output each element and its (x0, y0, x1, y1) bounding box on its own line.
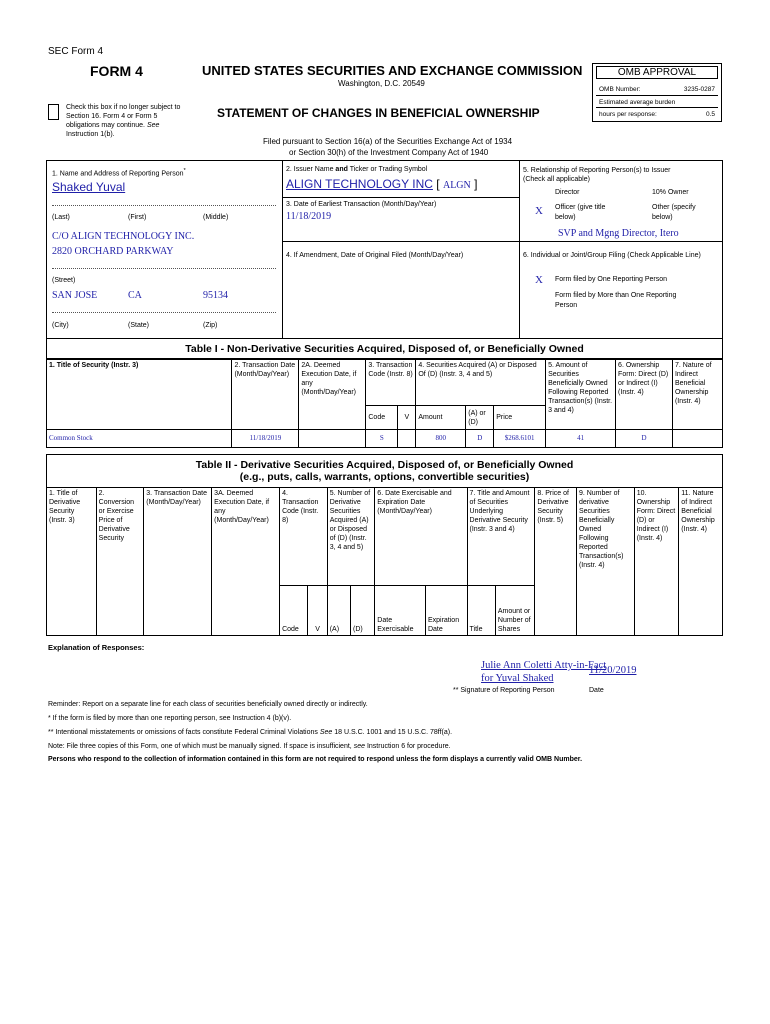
t2-h-number: 5. Number of Derivative Securities Acquired (A) or Disposed of (D) (Instr. 3, 4 and 5) (327, 488, 375, 586)
explanation-label: Explanation of Responses: (48, 643, 145, 652)
table1 (46, 359, 723, 448)
box2-label: 2. Issuer Name and Ticker or Trading Symbol (286, 166, 428, 173)
t1-row-title: Common Stock (47, 430, 232, 448)
table2-subtitle: (e.g., puts, calls, warrants, options, convertible securities) (239, 471, 530, 483)
t1-row-aord: D (466, 430, 494, 448)
table1-title-bar (46, 339, 723, 359)
t2-sub-a: (A) (327, 586, 350, 636)
label-first: (First) (128, 214, 147, 221)
t1-h-title: 1. Title of Security (Instr. 3) (47, 360, 232, 430)
ticker-symbol: ALGN (442, 180, 471, 191)
reminder-text: Reminder: Report on a separate line for each class of securities beneficially owned directly or indirectly. (48, 701, 368, 708)
t1-sub-price: Price (494, 406, 546, 430)
box4-label: 4. If Amendment, Date of Original Filed (Month/Day/Year) (286, 252, 464, 259)
label-city: (City) (52, 322, 69, 329)
signature-label: ** Signature of Reporting Person (453, 687, 555, 694)
filed-pursuant-line-1: Filed pursuant to Section 16(a) of the Securities Exchange Act of 1934 (263, 137, 513, 146)
zip-value: 95134 (203, 290, 228, 301)
statement-title: STATEMENT OF CHANGES IN BENEFICIAL OWNERSHIP (217, 106, 540, 120)
t2-sub-d: (D) (350, 586, 374, 636)
table1-title: Table I - Non-Derivative Securities Acquired, Disposed of, or Beneficially Owned (185, 343, 584, 355)
t1-row-v (398, 430, 416, 448)
t2-sub-v: V (308, 586, 327, 636)
label-middle: (Middle) (203, 214, 229, 221)
t2-h-ownership-form: 10. Ownership Form: Direct (D) or Indirect (I) (Instr. 4) (634, 488, 679, 636)
t2-h-deemed: 3A. Deemed Execution Date, if any (Month/Day/Year) (212, 488, 280, 636)
note-1: * If the form is filed by more than one reporting person, see Instruction 4 (b)(v). (48, 715, 292, 722)
omb-title: OMB APPROVAL (596, 66, 718, 79)
note-2: ** Intentional misstatements or omissions of facts constitute Federal Criminal Violations See 18 U.S.C. 1001 and 15 U.S.C. 78ff(a). (48, 729, 453, 736)
state-value: CA (128, 290, 142, 301)
t1-row-price: $268.6101 (494, 430, 546, 448)
city-value: SAN JOSE (52, 290, 98, 301)
sec-form-label: SEC Form 4 (48, 46, 104, 57)
earliest-transaction-date: 11/18/2019 (286, 211, 332, 222)
t2-h-underlying: 7. Title and Amount of Securities Underlying Derivative Security (Instr. 3 and 4) (467, 488, 535, 586)
table2-title: Table II - Derivative Securities Acquired, Disposed of, or Beneficially Owned (195, 459, 574, 471)
t1-sub-code: Code (366, 406, 398, 430)
more-than-one-option[interactable]: Form filed by More than One Reporting Person (555, 292, 677, 309)
signature-date: 11/20/2019 (589, 665, 637, 676)
signature-name[interactable]: Julie Ann Coletti Atty-in-Fact for Yuval Shaked (481, 660, 607, 684)
note-3: Note: File three copies of this Form, one of which must be manually signed. If space is insufficient, see Instruction 6 for procedure. (48, 743, 451, 750)
box3-label: 3. Date of Earliest Transaction (Month/Day/Year) (286, 201, 437, 208)
commission-location: Washington, D.C. 20549 (338, 79, 425, 88)
t2-sub-title: Title (467, 586, 495, 636)
t2-h-price: 8. Price of Derivative Security (Instr. 5) (535, 488, 577, 636)
checkbox-note: Check this box if no longer subject to Section 16. Form 4 or Form 5 obligations may continue. See Instruction 1(b). (66, 104, 181, 138)
table2 (46, 487, 723, 636)
officer-check-mark[interactable]: X (535, 205, 543, 217)
issuer-link[interactable]: ALIGN TECHNOLOGY INC (286, 177, 433, 191)
t1-h-code: 3. Transaction Code (Instr. 8) (366, 360, 416, 406)
t2-sub-exercisable: Date Exercisable (375, 586, 426, 636)
one-reporting-person-option[interactable]: Form filed by One Reporting Person (555, 276, 668, 283)
t1-sub-amount: Amount (416, 406, 466, 430)
t1-h-nature: 7. Nature of Indirect Beneficial Ownership (Instr. 4) (672, 360, 722, 430)
commission-title: UNITED STATES SECURITIES AND EXCHANGE COMMISSION (202, 63, 583, 78)
t2-sub-amount-shares: Amount or Number of Shares (495, 586, 535, 636)
label-zip: (Zip) (203, 322, 218, 329)
filed-pursuant-line-2: or Section 30(h) of the Investment Company Act of 1940 (289, 148, 489, 157)
issuer-name: ALIGN TECHNOLOGY INC [ ALGN ] (286, 177, 478, 191)
omb-hours-label: hours per response: (599, 111, 657, 118)
t2-h-conversion: 2. Conversion or Exercise Price of Derivative Security (96, 488, 144, 636)
form-title: FORM 4 (90, 63, 143, 79)
t2-h-code: 4. Transaction Code (Instr. 8) (280, 488, 328, 586)
officer-option[interactable]: Officer (give title below) (555, 204, 606, 221)
t2-h-number-owned: 9. Number of derivative Securities Beneficially Owned Following Reported Transaction(s) (Instr. 4) (576, 488, 634, 636)
t2-sub-code: Code (280, 586, 308, 636)
label-street: (Street) (52, 277, 76, 284)
one-person-check-mark[interactable]: X (535, 274, 543, 286)
omb-number-label: OMB Number: (599, 86, 641, 93)
t1-sub-v: V (398, 406, 416, 430)
t2-h-nature: 11. Nature of Indirect Beneficial Ownership (Instr. 4) (679, 488, 723, 636)
t1-row-date: 11/18/2019 (232, 430, 299, 448)
reporting-person-name[interactable]: Shaked Yuval (52, 180, 126, 194)
other-option[interactable]: Other (specify below) (652, 204, 696, 221)
t1-h-amount-owned: 5. Amount of Securities Beneficially Owned Following Reported Transaction(s) (Instr. 3 and 4) (546, 360, 616, 430)
box6-label: 6. Individual or Joint/Group Filing (Check Applicable Line) (523, 252, 701, 259)
t1-row-amount: 800 (416, 430, 466, 448)
box5-label: 5. Relationship of Reporting Person(s) to Issuer (Check all applicable) (523, 167, 671, 183)
t1-row-form: D (616, 430, 673, 448)
t1-h-date: 2. Transaction Date (Month/Day/Year) (232, 360, 299, 430)
label-state: (State) (128, 322, 150, 329)
no-longer-subject-checkbox[interactable] (48, 104, 59, 122)
officer-title: SVP and Mgng Director, Itero (558, 228, 679, 239)
omb-approval-box (592, 63, 722, 122)
omb-burden-label: Estimated average burden (599, 99, 676, 106)
t1-sub-aord: (A) or (D) (466, 406, 494, 430)
date-label: Date (589, 687, 604, 694)
director-option[interactable]: Director (555, 189, 580, 196)
persons-notice: Persons who respond to the collection of information contained in this form are not required to respond unless the form displays a currently valid OMB Number. (48, 756, 583, 763)
address-line-2: 2820 ORCHARD PARKWAY (52, 246, 174, 257)
t1-row-owned: 41 (546, 430, 616, 448)
t2-h-exercisable: 6. Date Exercisable and Expiration Date (Month/Day/Year) (375, 488, 467, 586)
t2-sub-expiration: Expiration Date (425, 586, 467, 636)
omb-hours-value: 0.5 (705, 111, 715, 118)
ten-percent-owner-option[interactable]: 10% Owner (652, 189, 689, 196)
t1-h-securities: 4. Securities Acquired (A) or Disposed Of (D) (Instr. 3, 4 and 5) (416, 360, 546, 406)
t2-h-date: 3. Transaction Date (Month/Day/Year) (144, 488, 212, 636)
t2-h-title: 1. Title of Derivative Security (Instr. 3) (47, 488, 97, 636)
omb-number-value: 3235-0287 (683, 86, 715, 93)
address-line-1: C/O ALIGN TECHNOLOGY INC. (52, 231, 195, 242)
box1-label: 1. Name and Address of Reporting Person* (52, 168, 186, 178)
t1-row-nature (672, 430, 722, 448)
t1-h-deemed: 2A. Deemed Execution Date, if any (Month/Day/Year) (299, 360, 366, 430)
t1-h-ownership-form: 6. Ownership Form: Direct (D) or Indirect (I) (Instr. 4) (616, 360, 673, 430)
t1-row-code: S (366, 430, 398, 448)
label-last: (Last) (52, 214, 70, 221)
table-row (47, 430, 723, 448)
table2-title-bar (46, 454, 723, 488)
t1-row-deemed (299, 430, 366, 448)
